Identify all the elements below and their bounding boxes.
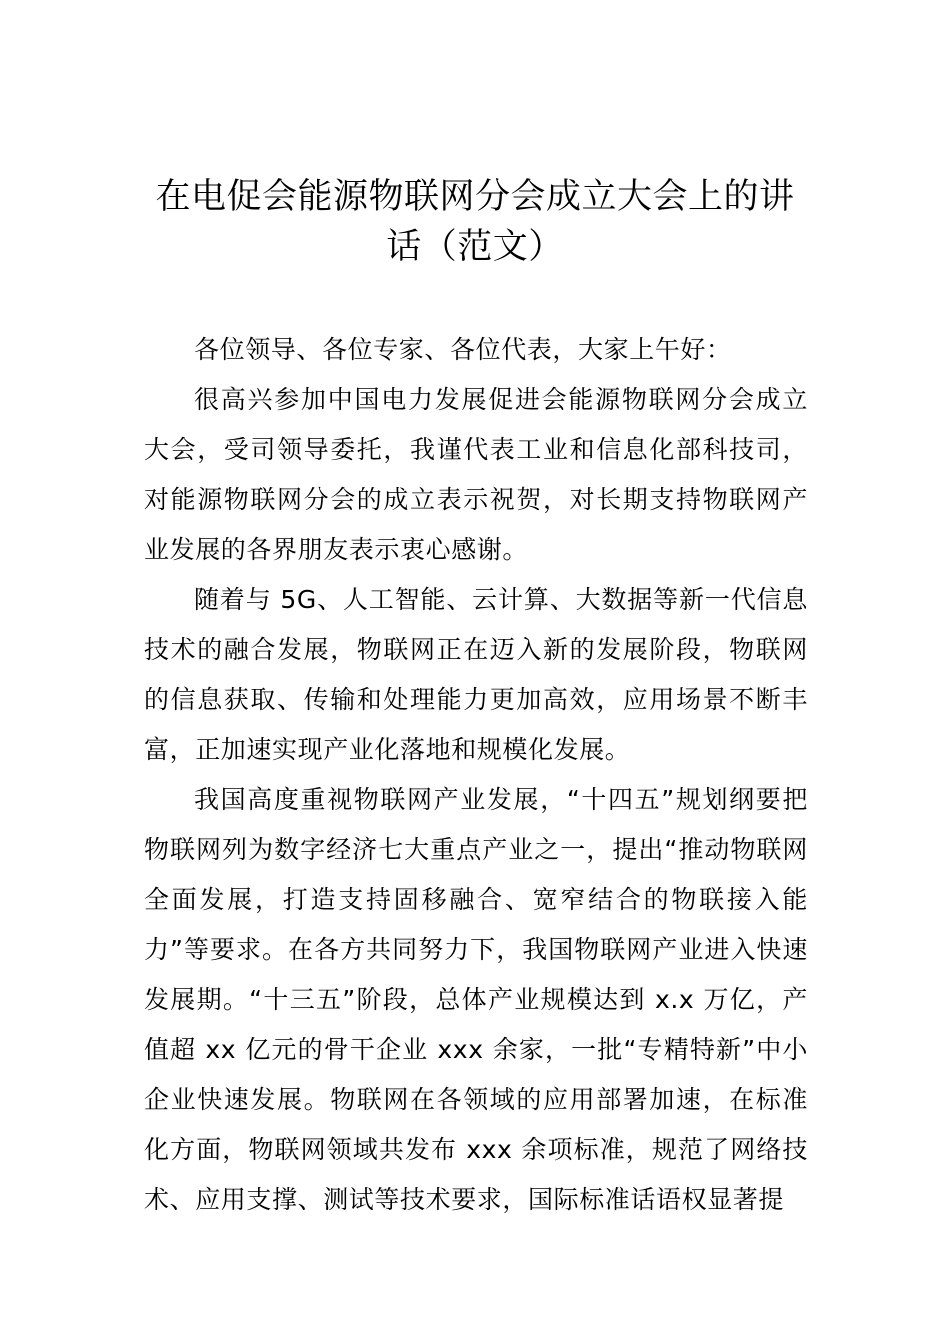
paragraph-1: 很高兴参加中国电力发展促进会能源物联网分会成立大会，受司领导委托，我谨代表工业和信息化部科技司，对能源物联网分会的成立表示祝贺，对长期支持物联网产业发展的各界朋友表示衷心感谢。 xyxy=(144,385,808,564)
paragraph-2: 随着与 5G、人工智能、云计算、大数据等新一代信息技术的融合发展，物联网正在迈入新的发展阶段，物联网的信息获取、传输和处理能力更加高效，应用场景不断丰富，正加速实现产业化落地和规模化发展。 xyxy=(144,585,808,764)
paragraph-3: 我国高度重视物联网产业发展，“十四五”规划纲要把物联网列为数字经济七大重点产业之一，提出“推动物联网全面发展，打造支持固移融合、宽窄结合的物联接入能力”等要求。在各方共同努力下，我国物联网产业进入快速发展期。“十三五”阶段，总体产业规模达到 x.x 万亿，产值超 xx 亿元的骨干企业 xxx 余家，一批“专精特新”中小企业快速发展。物联网在各领域的应用部署加速，在标准化方面，物联网领域共发布 xxx 余项标准，规范了网络技术、应用支撑、测试等技术要求，国际标准话语权显著提 xyxy=(144,785,808,1214)
document-title xyxy=(140,172,810,272)
paragraph-greeting: 各位领导、各位专家、各位代表，大家上午好： xyxy=(194,335,732,364)
document-body xyxy=(144,325,808,1225)
title-line-1: 在电促会能源物联网分会成立大会上的讲 xyxy=(155,177,795,217)
title-line-2: 话（范文） xyxy=(386,227,564,267)
